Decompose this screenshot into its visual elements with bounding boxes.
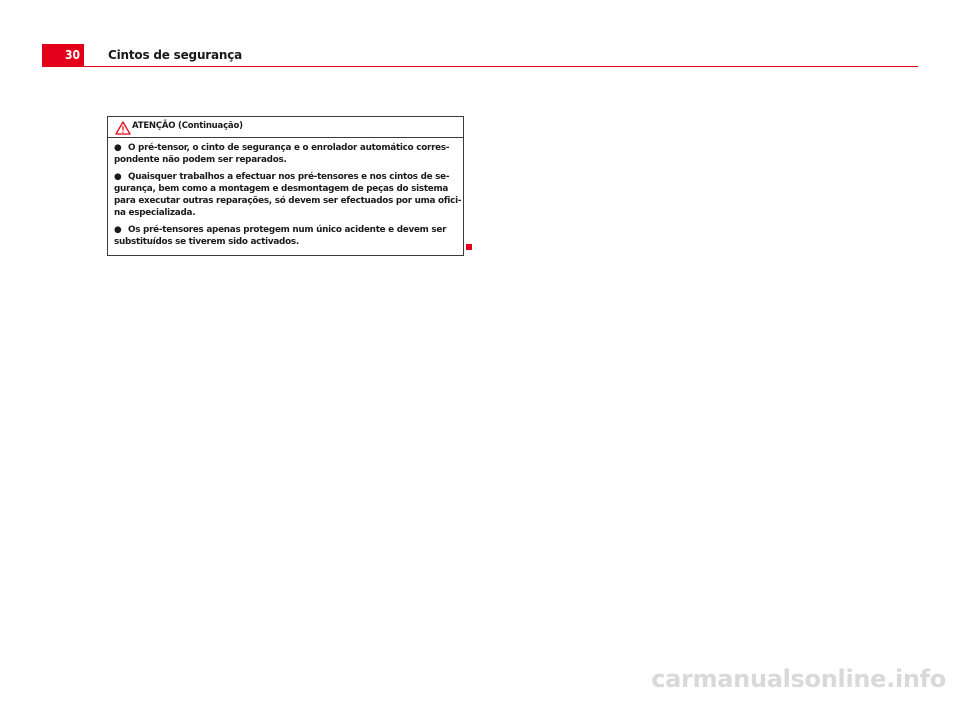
warning-body bbox=[108, 138, 463, 248]
warning-line: para executar outras reparações, só devem ser efectuados por uma ofici- bbox=[114, 196, 462, 207]
page-header bbox=[0, 0, 960, 70]
warning-line: pondente não podem ser reparados. bbox=[114, 155, 287, 166]
page-number: 30 bbox=[42, 44, 84, 67]
warning-item bbox=[114, 224, 457, 249]
warning-header bbox=[108, 117, 463, 138]
section-end-marker bbox=[466, 244, 472, 250]
warning-line: gurança, bem como a montagem e desmontagem de peças do sistema bbox=[114, 183, 449, 194]
warning-item bbox=[114, 142, 457, 167]
bullet: ● bbox=[114, 224, 122, 235]
warning-line bbox=[114, 171, 457, 183]
warning-text: O pré-tensor, o cinto de segurança e o enrolador automático corres- bbox=[128, 143, 450, 153]
warning-title: ATENÇÃO (Continuação) bbox=[132, 121, 243, 131]
bullet: ● bbox=[114, 143, 122, 153]
bullet: ● bbox=[114, 171, 122, 182]
warning-line bbox=[114, 142, 457, 154]
warning-line: substituídos se tiverem sido activados. bbox=[114, 237, 299, 248]
header-rule bbox=[84, 66, 918, 67]
warning-line: na especializada. bbox=[114, 208, 196, 219]
warning-box bbox=[107, 116, 464, 256]
chapter-title: Cintos de segurança bbox=[108, 48, 243, 62]
watermark: carmanualsonline.info bbox=[651, 665, 946, 693]
warning-item bbox=[114, 171, 462, 220]
warning-text: Os pré-tensores apenas protegem num único acidente e devem ser bbox=[128, 224, 447, 235]
warning-triangle-icon bbox=[115, 120, 131, 134]
warning-line bbox=[114, 224, 457, 236]
warning-text: Quaisquer trabalhos a efectuar nos pré-tensores e nos cintos de se- bbox=[128, 171, 450, 182]
